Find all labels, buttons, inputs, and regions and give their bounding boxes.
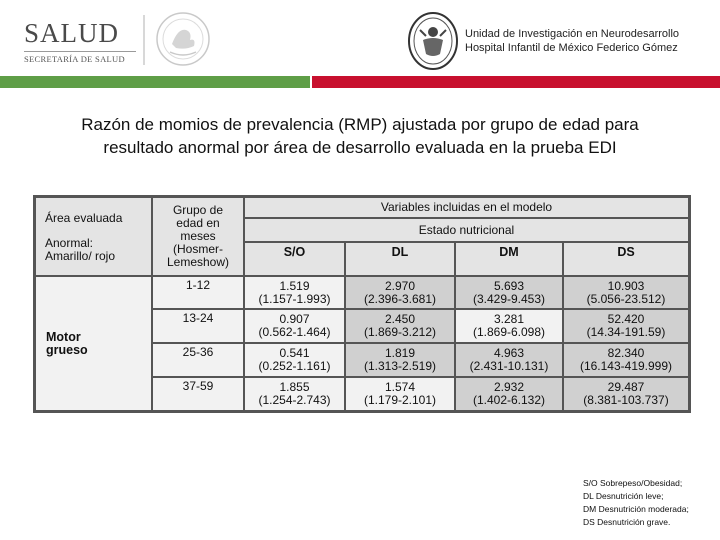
- value-cell: [346, 378, 454, 410]
- ci-value: (1.157-1.993): [258, 291, 331, 306]
- rmp-value: 1.819: [384, 346, 416, 360]
- area-value-line-2: grueso: [46, 342, 88, 357]
- area-value-cell: [36, 277, 151, 410]
- anormal-value: Amarillo/ rojo: [45, 249, 116, 263]
- rmp-value: 1.855: [279, 380, 310, 394]
- rmp-value: 82.340: [607, 346, 645, 360]
- age-cell: 37-59: [153, 378, 243, 410]
- rmp-value: 2.970: [384, 278, 416, 293]
- anormal-label: Anormal:: [45, 236, 94, 250]
- age-cell: 1-12: [153, 277, 243, 308]
- secretaria-label: SECRETARÍA DE SALUD: [24, 54, 125, 64]
- col-header-ds: DS: [564, 243, 688, 275]
- age-cell: 13-24: [153, 310, 243, 342]
- value-cell: [346, 277, 454, 308]
- value-cell: [245, 344, 344, 376]
- area-value-line-1: Motor: [46, 329, 81, 344]
- value-cell: [564, 344, 688, 376]
- grupo-line-3: meses: [180, 229, 216, 243]
- ci-value: (1.402-6.132): [472, 393, 546, 407]
- unit-line-1: Unidad de Investigación en Neurodesarrollo: [465, 28, 680, 40]
- red-header-bar: [312, 76, 720, 88]
- value-cell: [456, 344, 562, 376]
- salud-logo-rule: [24, 51, 136, 52]
- age-cell: 25-36: [153, 344, 243, 376]
- area-header-cell: [36, 198, 151, 275]
- abbreviation-footnote: [583, 477, 689, 529]
- footnote-line-3: DM Desnutrición moderada;: [583, 504, 689, 514]
- salud-logo: [14, 18, 134, 64]
- ci-value: (8.381-103.737): [583, 393, 669, 407]
- col-header-so: S/O: [245, 243, 344, 275]
- rmp-value: 10.903: [607, 278, 645, 293]
- variables-header: Variables incluidas en el modelo: [245, 198, 688, 217]
- grupo-header-cell: [153, 198, 243, 275]
- ci-value: (0.562-1.464): [258, 325, 331, 339]
- rmp-value: 0.907: [279, 312, 310, 326]
- value-cell: [245, 277, 344, 308]
- ci-value: (0.252-1.161): [258, 359, 331, 373]
- footnote-line-1: S/O Sobrepeso/Obesidad;: [583, 478, 683, 488]
- ci-value: (2.431-10.131): [469, 359, 549, 373]
- grupo-line-5: Lemeshow): [166, 255, 230, 269]
- value-cell: [564, 378, 688, 410]
- estado-header: Estado nutricional: [245, 219, 688, 241]
- value-cell: [564, 310, 688, 342]
- value-cell: [245, 378, 344, 410]
- value-cell: [346, 344, 454, 376]
- ci-value: (1.313-2.519): [363, 359, 437, 373]
- value-cell: [564, 277, 688, 308]
- area-header: Área evaluada: [45, 211, 123, 225]
- value-cell: [346, 310, 454, 342]
- ci-value: (5.056-23.512): [586, 291, 666, 306]
- unit-line-2: Hospital Infantil de México Federico Gómez: [465, 42, 678, 54]
- salud-logo-word: SALUD: [24, 18, 120, 48]
- value-cell: [456, 277, 562, 308]
- rmp-value: 4.963: [493, 346, 525, 360]
- ci-value: (1.869-6.098): [472, 325, 546, 339]
- page-title-line-1: Razón de momios de prevalencia (RMP) ajustada por grupo de edad para: [81, 115, 639, 134]
- page-title: [20, 113, 700, 159]
- ci-value: (14.34-191.59): [586, 325, 666, 339]
- page-title-line-2: resultado anormal por área de desarrollo evaluada en la prueba EDI: [103, 138, 617, 157]
- rmp-value: 5.693: [493, 278, 525, 293]
- value-cell: [456, 310, 562, 342]
- rmp-value: 2.450: [384, 312, 416, 326]
- ci-value: (1.254-2.743): [258, 393, 331, 407]
- rmp-value: 2.932: [493, 380, 525, 394]
- mexico-coat-of-arms-seal: [152, 10, 214, 68]
- unit-title: [465, 27, 679, 55]
- hospital-seal-icon: [406, 10, 460, 72]
- header-divider: [143, 15, 145, 65]
- rmp-table: [33, 195, 691, 413]
- value-cell: [456, 378, 562, 410]
- col-header-dm: DM: [456, 243, 562, 275]
- ci-value: (16.143-419.999): [579, 359, 673, 373]
- grupo-line-2: edad en: [176, 216, 220, 230]
- rmp-value: 1.519: [279, 278, 310, 293]
- rmp-value: 0.541: [279, 346, 310, 360]
- footnote-line-4: DS Desnutrición grave.: [583, 517, 671, 527]
- rmp-value: 29.487: [607, 380, 645, 394]
- grupo-line-1: Grupo de: [172, 203, 224, 217]
- footnote-line-2: DL Desnutrición leve;: [583, 491, 664, 501]
- ci-value: (1.179-2.101): [363, 393, 437, 407]
- ci-value: (3.429-9.453): [472, 291, 546, 306]
- green-header-bar: [0, 76, 310, 88]
- rmp-value: 3.281: [493, 312, 525, 326]
- grupo-line-4: (Hosmer-: [173, 242, 223, 256]
- value-cell: [245, 310, 344, 342]
- rmp-value: 1.574: [384, 380, 416, 394]
- ci-value: (2.396-3.681): [363, 291, 437, 306]
- col-header-dl: DL: [346, 243, 454, 275]
- rmp-value: 52.420: [607, 312, 645, 326]
- ci-value: (1.869-3.212): [363, 325, 437, 339]
